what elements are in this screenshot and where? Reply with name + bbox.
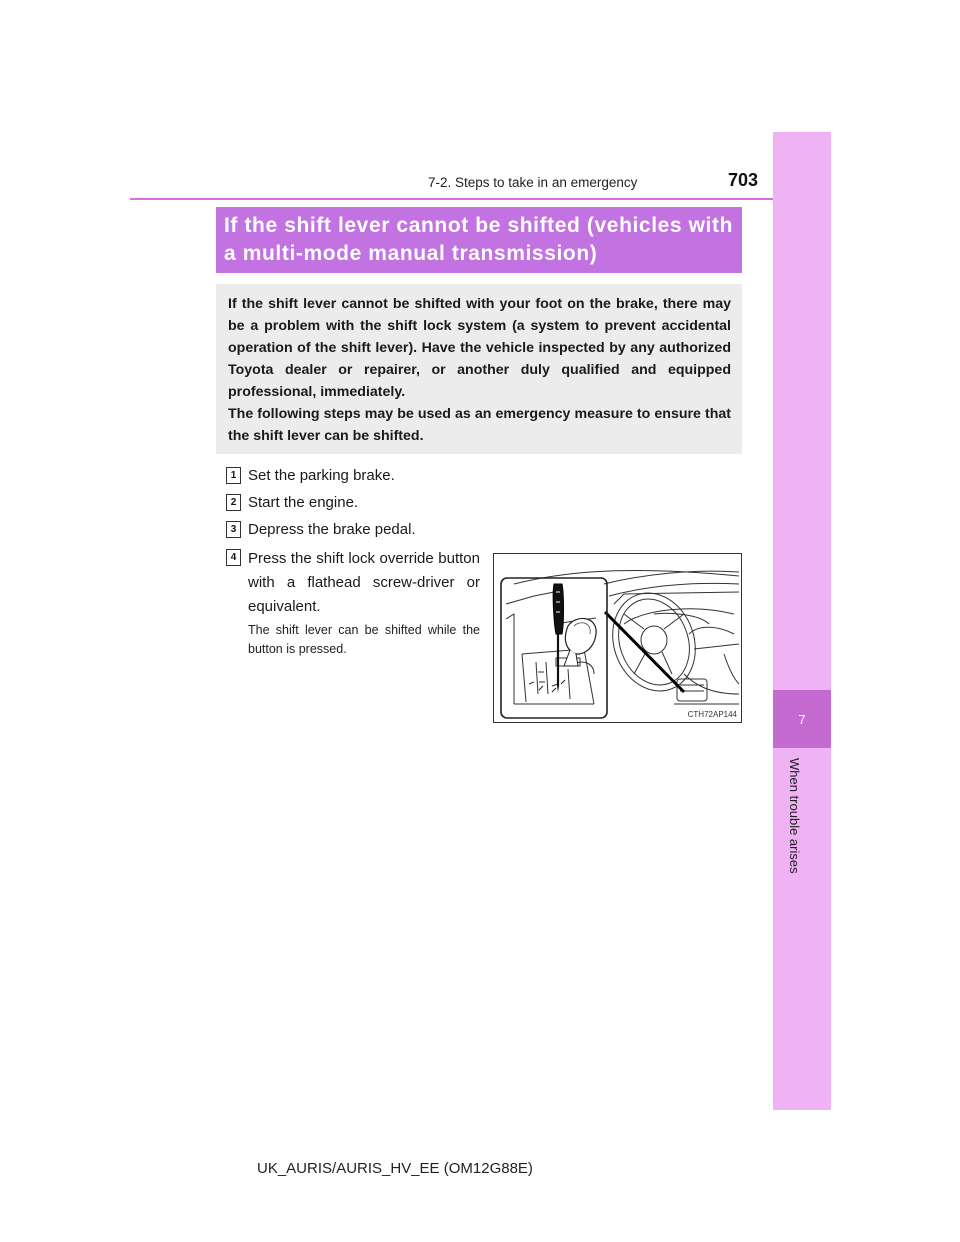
intro-paragraph: If the shift lever cannot be shifted with your foot on the brake, there may be a problem with the shift lock system (a system to prevent accidental operation of the shift lever). Have the vehicle inspected by any authorized Toyota dealer or repairer, or another duly qualified and equipped professional, immediately.	[228, 296, 731, 400]
chapter-side-tab	[773, 132, 831, 1110]
step-text-4: Press the shift lock override button with a flathead screw-driver or equivalent.	[248, 550, 480, 615]
step-text-1: Set the parking brake.	[248, 467, 395, 484]
intro-paragraph: The following steps may be used as an emergency measure to ensure that the shift lever can be shifted.	[228, 406, 731, 444]
page-number: 703	[728, 170, 759, 190]
header-section-title: 7-2. Steps to take in an emergency	[428, 175, 638, 190]
chapter-number: 7	[798, 711, 806, 727]
chapter-number-tab	[773, 690, 831, 748]
chapter-label: When trouble arises	[787, 758, 802, 874]
step-number-3: 3	[226, 521, 241, 538]
intro-box	[216, 284, 742, 454]
step-number-2: 2	[226, 494, 241, 511]
step-note-4: The shift lever can be shifted while the button is pressed.	[248, 623, 480, 656]
step-number-1: 1	[226, 467, 241, 484]
step-text-2: Start the engine.	[248, 494, 359, 511]
header-rule	[130, 198, 830, 200]
illustration-code: CTH72AP144	[687, 710, 737, 719]
shift-lock-override-drawing	[494, 554, 741, 722]
shift-lock-illustration	[493, 553, 742, 723]
step-text-3: Depress the brake pedal.	[248, 521, 416, 538]
section-title: If the shift lever cannot be shifted (vehicles with a multi-mode manual transmission)	[216, 207, 742, 273]
footer-model-code: UK_AURIS/AURIS_HV_EE (OM12G88E)	[257, 1160, 533, 1177]
step-number-4: 4	[226, 549, 241, 566]
